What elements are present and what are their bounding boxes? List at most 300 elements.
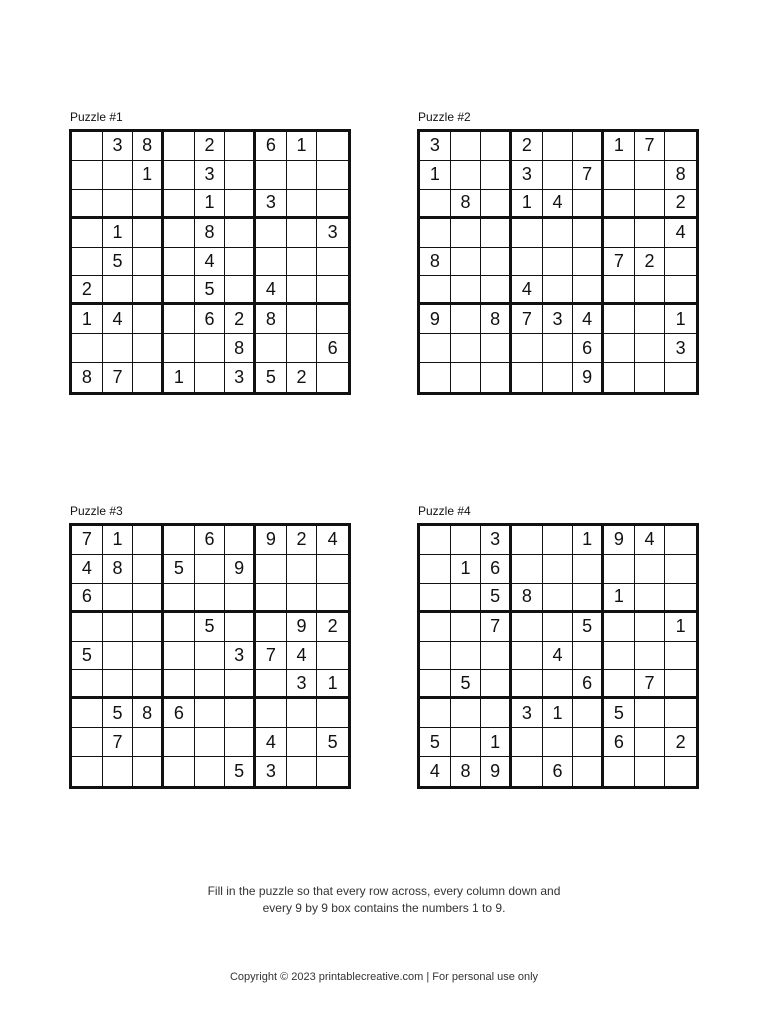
- sudoku-cell[interactable]: [287, 219, 318, 248]
- sudoku-cell[interactable]: 3: [225, 363, 256, 392]
- sudoku-cell[interactable]: [164, 728, 195, 757]
- sudoku-cell[interactable]: [164, 219, 195, 248]
- sudoku-cell[interactable]: [665, 363, 696, 392]
- sudoku-cell[interactable]: [512, 642, 543, 671]
- sudoku-cell[interactable]: [573, 276, 604, 305]
- sudoku-cell[interactable]: [256, 555, 287, 584]
- sudoku-cell[interactable]: [451, 276, 482, 305]
- sudoku-cell[interactable]: [604, 219, 635, 248]
- sudoku-cell[interactable]: [287, 305, 318, 334]
- sudoku-cell[interactable]: [256, 613, 287, 642]
- sudoku-cell[interactable]: [195, 584, 226, 613]
- sudoku-cell[interactable]: [635, 613, 666, 642]
- sudoku-cell[interactable]: [225, 161, 256, 190]
- sudoku-cell[interactable]: [635, 334, 666, 363]
- sudoku-cell[interactable]: [287, 699, 318, 728]
- sudoku-cell[interactable]: 2: [317, 613, 348, 642]
- sudoku-cell[interactable]: 6: [164, 699, 195, 728]
- sudoku-cell[interactable]: 3: [543, 305, 574, 334]
- sudoku-cell[interactable]: [451, 584, 482, 613]
- sudoku-cell[interactable]: [420, 334, 451, 363]
- sudoku-cell[interactable]: [420, 642, 451, 671]
- sudoku-cell[interactable]: [133, 757, 164, 786]
- sudoku-cell[interactable]: [133, 613, 164, 642]
- sudoku-cell[interactable]: 9: [256, 526, 287, 555]
- sudoku-cell[interactable]: [256, 248, 287, 277]
- sudoku-cell[interactable]: 4: [543, 190, 574, 219]
- sudoku-cell[interactable]: 5: [103, 699, 134, 728]
- sudoku-cell[interactable]: [72, 248, 103, 277]
- sudoku-cell[interactable]: [164, 276, 195, 305]
- sudoku-cell[interactable]: 7: [103, 363, 134, 392]
- sudoku-cell[interactable]: 5: [256, 363, 287, 392]
- sudoku-cell[interactable]: [481, 161, 512, 190]
- sudoku-cell[interactable]: [133, 219, 164, 248]
- sudoku-cell[interactable]: 7: [635, 670, 666, 699]
- sudoku-cell[interactable]: 1: [195, 190, 226, 219]
- sudoku-cell[interactable]: 3: [665, 334, 696, 363]
- sudoku-cell[interactable]: 3: [512, 699, 543, 728]
- sudoku-cell[interactable]: [635, 219, 666, 248]
- sudoku-cell[interactable]: [133, 276, 164, 305]
- sudoku-cell[interactable]: 5: [225, 757, 256, 786]
- sudoku-cell[interactable]: [420, 219, 451, 248]
- sudoku-cell[interactable]: [164, 190, 195, 219]
- sudoku-cell[interactable]: 1: [103, 526, 134, 555]
- sudoku-cell[interactable]: [317, 248, 348, 277]
- sudoku-cell[interactable]: [635, 642, 666, 671]
- sudoku-cell[interactable]: 3: [256, 190, 287, 219]
- sudoku-cell[interactable]: 7: [103, 728, 134, 757]
- sudoku-cell[interactable]: [573, 584, 604, 613]
- sudoku-cell[interactable]: [635, 190, 666, 219]
- sudoku-cell[interactable]: 4: [665, 219, 696, 248]
- sudoku-cell[interactable]: [317, 363, 348, 392]
- sudoku-cell[interactable]: [420, 555, 451, 584]
- sudoku-cell[interactable]: 9: [287, 613, 318, 642]
- sudoku-cell[interactable]: [635, 584, 666, 613]
- sudoku-cell[interactable]: [133, 190, 164, 219]
- sudoku-cell[interactable]: [635, 699, 666, 728]
- sudoku-cell[interactable]: [420, 363, 451, 392]
- sudoku-cell[interactable]: 3: [256, 757, 287, 786]
- sudoku-cell[interactable]: [133, 526, 164, 555]
- sudoku-cell[interactable]: [164, 526, 195, 555]
- sudoku-cell[interactable]: [451, 642, 482, 671]
- sudoku-cell[interactable]: 1: [573, 526, 604, 555]
- sudoku-cell[interactable]: 6: [604, 728, 635, 757]
- sudoku-cell[interactable]: [481, 132, 512, 161]
- sudoku-cell[interactable]: [133, 642, 164, 671]
- sudoku-cell[interactable]: 1: [420, 161, 451, 190]
- sudoku-cell[interactable]: [481, 670, 512, 699]
- sudoku-cell[interactable]: [665, 642, 696, 671]
- sudoku-cell[interactable]: [317, 642, 348, 671]
- sudoku-cell[interactable]: 3: [103, 132, 134, 161]
- sudoku-cell[interactable]: 4: [103, 305, 134, 334]
- sudoku-cell[interactable]: [451, 699, 482, 728]
- sudoku-cell[interactable]: 2: [665, 728, 696, 757]
- sudoku-cell[interactable]: [512, 363, 543, 392]
- sudoku-cell[interactable]: 3: [512, 161, 543, 190]
- sudoku-cell[interactable]: 1: [665, 305, 696, 334]
- sudoku-cell[interactable]: [225, 248, 256, 277]
- sudoku-cell[interactable]: [420, 526, 451, 555]
- sudoku-cell[interactable]: 5: [573, 613, 604, 642]
- sudoku-cell[interactable]: [512, 728, 543, 757]
- sudoku-cell[interactable]: [481, 190, 512, 219]
- sudoku-cell[interactable]: [451, 248, 482, 277]
- sudoku-cell[interactable]: 2: [287, 363, 318, 392]
- sudoku-cell[interactable]: [604, 190, 635, 219]
- sudoku-cell[interactable]: 4: [420, 757, 451, 786]
- sudoku-cell[interactable]: [317, 276, 348, 305]
- sudoku-cell[interactable]: [543, 555, 574, 584]
- sudoku-cell[interactable]: [451, 219, 482, 248]
- sudoku-cell[interactable]: 3: [481, 526, 512, 555]
- sudoku-cell[interactable]: [256, 334, 287, 363]
- sudoku-cell[interactable]: [256, 219, 287, 248]
- sudoku-cell[interactable]: [103, 276, 134, 305]
- sudoku-cell[interactable]: [72, 670, 103, 699]
- sudoku-cell[interactable]: 3: [317, 219, 348, 248]
- sudoku-cell[interactable]: [287, 728, 318, 757]
- sudoku-cell[interactable]: 2: [225, 305, 256, 334]
- sudoku-cell[interactable]: [420, 613, 451, 642]
- sudoku-cell[interactable]: [451, 161, 482, 190]
- sudoku-cell[interactable]: 8: [195, 219, 226, 248]
- sudoku-cell[interactable]: 6: [543, 757, 574, 786]
- sudoku-cell[interactable]: [604, 305, 635, 334]
- sudoku-cell[interactable]: [665, 276, 696, 305]
- sudoku-cell[interactable]: 6: [573, 334, 604, 363]
- sudoku-cell[interactable]: [512, 526, 543, 555]
- sudoku-cell[interactable]: [164, 305, 195, 334]
- sudoku-cell[interactable]: 5: [451, 670, 482, 699]
- sudoku-cell[interactable]: 1: [481, 728, 512, 757]
- sudoku-cell[interactable]: [665, 757, 696, 786]
- sudoku-cell[interactable]: [512, 555, 543, 584]
- sudoku-cell[interactable]: [164, 248, 195, 277]
- sudoku-cell[interactable]: [543, 132, 574, 161]
- sudoku-cell[interactable]: [72, 728, 103, 757]
- sudoku-cell[interactable]: [72, 190, 103, 219]
- sudoku-cell[interactable]: 2: [635, 248, 666, 277]
- sudoku-cell[interactable]: [635, 555, 666, 584]
- sudoku-cell[interactable]: [451, 728, 482, 757]
- sudoku-cell[interactable]: [512, 757, 543, 786]
- sudoku-cell[interactable]: 9: [481, 757, 512, 786]
- sudoku-cell[interactable]: [573, 757, 604, 786]
- sudoku-cell[interactable]: [604, 276, 635, 305]
- sudoku-cell[interactable]: 1: [604, 584, 635, 613]
- sudoku-cell[interactable]: 8: [133, 699, 164, 728]
- sudoku-cell[interactable]: [225, 699, 256, 728]
- sudoku-cell[interactable]: 7: [573, 161, 604, 190]
- sudoku-cell[interactable]: [72, 699, 103, 728]
- sudoku-cell[interactable]: [481, 248, 512, 277]
- sudoku-cell[interactable]: 8: [451, 757, 482, 786]
- sudoku-cell[interactable]: [573, 642, 604, 671]
- sudoku-cell[interactable]: [103, 670, 134, 699]
- sudoku-cell[interactable]: [451, 305, 482, 334]
- sudoku-cell[interactable]: [665, 555, 696, 584]
- sudoku-cell[interactable]: [317, 699, 348, 728]
- sudoku-cell[interactable]: [665, 584, 696, 613]
- sudoku-cell[interactable]: 1: [665, 613, 696, 642]
- sudoku-cell[interactable]: [543, 526, 574, 555]
- sudoku-cell[interactable]: [665, 248, 696, 277]
- sudoku-cell[interactable]: 4: [287, 642, 318, 671]
- sudoku-cell[interactable]: [604, 363, 635, 392]
- sudoku-cell[interactable]: 1: [164, 363, 195, 392]
- sudoku-cell[interactable]: [573, 699, 604, 728]
- sudoku-cell[interactable]: 2: [72, 276, 103, 305]
- sudoku-cell[interactable]: 6: [195, 305, 226, 334]
- sudoku-cell[interactable]: [317, 161, 348, 190]
- sudoku-cell[interactable]: 1: [103, 219, 134, 248]
- sudoku-cell[interactable]: [225, 219, 256, 248]
- sudoku-cell[interactable]: [604, 555, 635, 584]
- sudoku-cell[interactable]: 3: [287, 670, 318, 699]
- sudoku-cell[interactable]: [543, 334, 574, 363]
- sudoku-cell[interactable]: 8: [665, 161, 696, 190]
- sudoku-cell[interactable]: 4: [543, 642, 574, 671]
- sudoku-cell[interactable]: [481, 699, 512, 728]
- sudoku-cell[interactable]: 7: [72, 526, 103, 555]
- sudoku-cell[interactable]: 7: [512, 305, 543, 334]
- sudoku-cell[interactable]: [481, 219, 512, 248]
- sudoku-cell[interactable]: 1: [604, 132, 635, 161]
- sudoku-cell[interactable]: [573, 132, 604, 161]
- sudoku-cell[interactable]: 7: [635, 132, 666, 161]
- sudoku-cell[interactable]: [195, 334, 226, 363]
- sudoku-cell[interactable]: [287, 190, 318, 219]
- sudoku-cell[interactable]: 6: [195, 526, 226, 555]
- sudoku-cell[interactable]: 5: [72, 642, 103, 671]
- sudoku-cell[interactable]: [225, 728, 256, 757]
- sudoku-cell[interactable]: [543, 363, 574, 392]
- sudoku-cell[interactable]: 5: [195, 613, 226, 642]
- sudoku-cell[interactable]: 8: [256, 305, 287, 334]
- sudoku-cell[interactable]: [635, 305, 666, 334]
- sudoku-cell[interactable]: [665, 132, 696, 161]
- sudoku-cell[interactable]: 8: [133, 132, 164, 161]
- sudoku-cell[interactable]: 8: [103, 555, 134, 584]
- sudoku-cell[interactable]: [481, 642, 512, 671]
- sudoku-cell[interactable]: 5: [195, 276, 226, 305]
- sudoku-cell[interactable]: [103, 584, 134, 613]
- sudoku-cell[interactable]: 5: [481, 584, 512, 613]
- sudoku-cell[interactable]: [164, 132, 195, 161]
- sudoku-cell[interactable]: [481, 363, 512, 392]
- sudoku-cell[interactable]: [195, 555, 226, 584]
- sudoku-cell[interactable]: [195, 363, 226, 392]
- sudoku-cell[interactable]: 1: [133, 161, 164, 190]
- sudoku-cell[interactable]: [573, 190, 604, 219]
- sudoku-cell[interactable]: [72, 757, 103, 786]
- sudoku-cell[interactable]: [451, 613, 482, 642]
- sudoku-cell[interactable]: [543, 728, 574, 757]
- sudoku-cell[interactable]: [604, 670, 635, 699]
- sudoku-cell[interactable]: [133, 670, 164, 699]
- sudoku-cell[interactable]: [287, 276, 318, 305]
- sudoku-cell[interactable]: [164, 757, 195, 786]
- sudoku-cell[interactable]: [225, 132, 256, 161]
- sudoku-cell[interactable]: 5: [420, 728, 451, 757]
- sudoku-cell[interactable]: 2: [287, 526, 318, 555]
- sudoku-cell[interactable]: [317, 555, 348, 584]
- sudoku-cell[interactable]: 1: [451, 555, 482, 584]
- sudoku-cell[interactable]: 8: [225, 334, 256, 363]
- sudoku-cell[interactable]: [133, 363, 164, 392]
- sudoku-cell[interactable]: [164, 584, 195, 613]
- sudoku-cell[interactable]: [225, 276, 256, 305]
- sudoku-cell[interactable]: 7: [481, 613, 512, 642]
- sudoku-cell[interactable]: 6: [481, 555, 512, 584]
- sudoku-cell[interactable]: [665, 526, 696, 555]
- sudoku-cell[interactable]: [604, 642, 635, 671]
- sudoku-cell[interactable]: [317, 757, 348, 786]
- sudoku-cell[interactable]: [481, 334, 512, 363]
- sudoku-cell[interactable]: [225, 526, 256, 555]
- sudoku-cell[interactable]: [287, 555, 318, 584]
- sudoku-cell[interactable]: [72, 161, 103, 190]
- sudoku-cell[interactable]: [195, 728, 226, 757]
- sudoku-cell[interactable]: [543, 248, 574, 277]
- sudoku-cell[interactable]: [256, 670, 287, 699]
- sudoku-cell[interactable]: [317, 305, 348, 334]
- sudoku-cell[interactable]: [103, 161, 134, 190]
- sudoku-cell[interactable]: [420, 190, 451, 219]
- sudoku-cell[interactable]: [543, 219, 574, 248]
- sudoku-cell[interactable]: 4: [195, 248, 226, 277]
- sudoku-cell[interactable]: [287, 248, 318, 277]
- sudoku-cell[interactable]: 4: [573, 305, 604, 334]
- sudoku-cell[interactable]: [512, 670, 543, 699]
- sudoku-cell[interactable]: [133, 728, 164, 757]
- sudoku-cell[interactable]: [195, 757, 226, 786]
- sudoku-cell[interactable]: 6: [72, 584, 103, 613]
- sudoku-cell[interactable]: 3: [195, 161, 226, 190]
- sudoku-cell[interactable]: [195, 699, 226, 728]
- sudoku-cell[interactable]: [225, 584, 256, 613]
- sudoku-cell[interactable]: [635, 161, 666, 190]
- sudoku-cell[interactable]: [164, 161, 195, 190]
- sudoku-cell[interactable]: 1: [512, 190, 543, 219]
- sudoku-cell[interactable]: [451, 334, 482, 363]
- sudoku-cell[interactable]: [604, 334, 635, 363]
- sudoku-cell[interactable]: 4: [256, 728, 287, 757]
- sudoku-cell[interactable]: 5: [604, 699, 635, 728]
- sudoku-cell[interactable]: [604, 161, 635, 190]
- sudoku-cell[interactable]: [133, 334, 164, 363]
- sudoku-cell[interactable]: 9: [225, 555, 256, 584]
- sudoku-cell[interactable]: 6: [317, 334, 348, 363]
- sudoku-cell[interactable]: 1: [317, 670, 348, 699]
- sudoku-cell[interactable]: [103, 190, 134, 219]
- sudoku-cell[interactable]: 7: [256, 642, 287, 671]
- sudoku-cell[interactable]: [635, 363, 666, 392]
- sudoku-cell[interactable]: 8: [72, 363, 103, 392]
- sudoku-cell[interactable]: 3: [420, 132, 451, 161]
- sudoku-cell[interactable]: 1: [72, 305, 103, 334]
- sudoku-cell[interactable]: [420, 276, 451, 305]
- sudoku-cell[interactable]: [512, 248, 543, 277]
- sudoku-cell[interactable]: 8: [451, 190, 482, 219]
- sudoku-cell[interactable]: 4: [635, 526, 666, 555]
- sudoku-cell[interactable]: [195, 670, 226, 699]
- sudoku-cell[interactable]: [635, 757, 666, 786]
- sudoku-cell[interactable]: 4: [72, 555, 103, 584]
- sudoku-cell[interactable]: 5: [317, 728, 348, 757]
- sudoku-cell[interactable]: [133, 248, 164, 277]
- sudoku-cell[interactable]: [164, 334, 195, 363]
- sudoku-cell[interactable]: [256, 699, 287, 728]
- sudoku-cell[interactable]: [103, 613, 134, 642]
- sudoku-cell[interactable]: [512, 219, 543, 248]
- sudoku-cell[interactable]: 1: [543, 699, 574, 728]
- sudoku-cell[interactable]: [133, 584, 164, 613]
- sudoku-cell[interactable]: [256, 161, 287, 190]
- sudoku-cell[interactable]: [164, 642, 195, 671]
- sudoku-cell[interactable]: [420, 699, 451, 728]
- sudoku-cell[interactable]: [225, 670, 256, 699]
- sudoku-cell[interactable]: [287, 334, 318, 363]
- sudoku-cell[interactable]: [72, 219, 103, 248]
- sudoku-cell[interactable]: [635, 728, 666, 757]
- sudoku-cell[interactable]: [451, 132, 482, 161]
- sudoku-cell[interactable]: [543, 670, 574, 699]
- sudoku-cell[interactable]: 3: [225, 642, 256, 671]
- sudoku-cell[interactable]: 8: [481, 305, 512, 334]
- sudoku-cell[interactable]: [287, 757, 318, 786]
- sudoku-cell[interactable]: [665, 699, 696, 728]
- sudoku-cell[interactable]: [317, 132, 348, 161]
- sudoku-cell[interactable]: [604, 757, 635, 786]
- sudoku-cell[interactable]: [543, 161, 574, 190]
- sudoku-cell[interactable]: [543, 584, 574, 613]
- sudoku-cell[interactable]: [512, 334, 543, 363]
- sudoku-cell[interactable]: [103, 757, 134, 786]
- sudoku-cell[interactable]: [103, 334, 134, 363]
- sudoku-cell[interactable]: [133, 555, 164, 584]
- sudoku-cell[interactable]: [512, 613, 543, 642]
- sudoku-cell[interactable]: [164, 670, 195, 699]
- sudoku-cell[interactable]: [543, 613, 574, 642]
- sudoku-cell[interactable]: 4: [512, 276, 543, 305]
- sudoku-cell[interactable]: 5: [164, 555, 195, 584]
- sudoku-cell[interactable]: [287, 161, 318, 190]
- sudoku-cell[interactable]: [573, 248, 604, 277]
- sudoku-cell[interactable]: [225, 613, 256, 642]
- sudoku-cell[interactable]: [317, 190, 348, 219]
- sudoku-cell[interactable]: [72, 613, 103, 642]
- sudoku-cell[interactable]: 8: [420, 248, 451, 277]
- sudoku-cell[interactable]: [317, 584, 348, 613]
- sudoku-cell[interactable]: [103, 642, 134, 671]
- sudoku-cell[interactable]: 6: [573, 670, 604, 699]
- sudoku-cell[interactable]: [451, 526, 482, 555]
- sudoku-cell[interactable]: 2: [195, 132, 226, 161]
- sudoku-cell[interactable]: [451, 363, 482, 392]
- sudoku-cell[interactable]: 2: [512, 132, 543, 161]
- sudoku-cell[interactable]: 2: [665, 190, 696, 219]
- sudoku-cell[interactable]: [256, 584, 287, 613]
- sudoku-cell[interactable]: 9: [573, 363, 604, 392]
- sudoku-cell[interactable]: 9: [420, 305, 451, 334]
- sudoku-cell[interactable]: [72, 132, 103, 161]
